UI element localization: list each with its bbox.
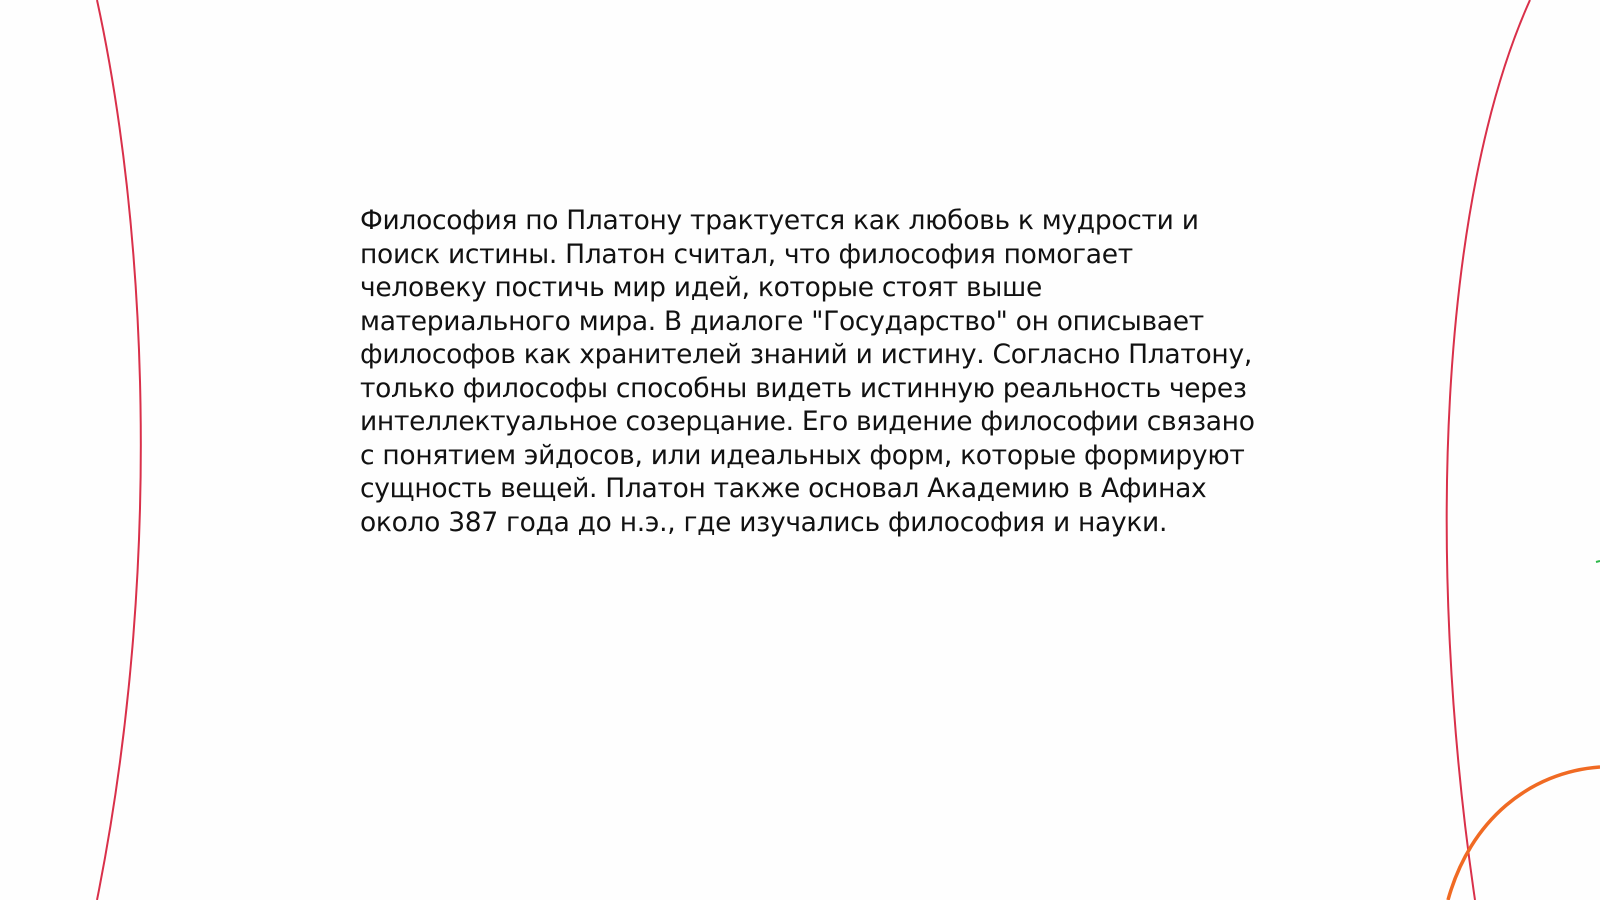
orange-decorative-arc bbox=[1448, 767, 1600, 900]
left-decorative-curve bbox=[97, 0, 141, 900]
green-accent-mark bbox=[1596, 561, 1600, 562]
slide-body-text: Философия по Платону трактуется как любовь к мудрости и поиск истины. Платон считал, что философия помогает человеку постичь мир идей, которые стоят выше материального мира. В диалоге "Государство" он описывает философов как хранителей знаний и истину. Согласно Платону, только философы способны видеть истинную реальность через интеллектуальное созерцание. Его видение философии связано с понятием эйдосов, или идеальных форм, которые формируют сущность вещей. Платон также основал Академию в Афинах около 387 года до н.э., где изучались философия и науки. bbox=[360, 205, 1255, 538]
right-decorative-curve bbox=[1447, 0, 1530, 900]
